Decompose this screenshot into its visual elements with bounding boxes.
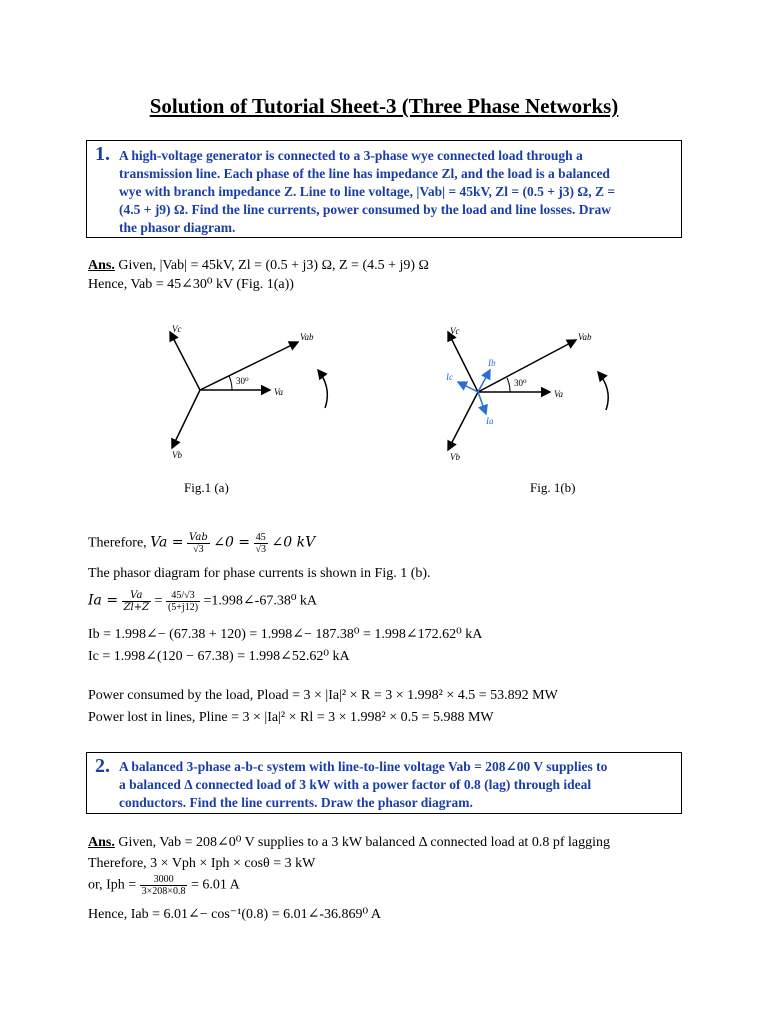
iph-result: = 6.01 A [190, 877, 240, 893]
ia-frac2-num: 45/√3 [166, 590, 200, 602]
ia-left: Ia = [88, 592, 119, 609]
ia-result: =1.998∠-67.38⁰ kA [203, 593, 318, 609]
question-1-line: wye with branch impedance Z. Line to line voltage, |Vab| = 45kV, Zl = (0.5 + j3) Ω, Z = [119, 184, 616, 199]
question-2-line: conductors. Find the line currents. Draw the phasor diagram. [119, 795, 473, 810]
answer-2-given [88, 834, 610, 851]
angle-arc [229, 376, 232, 390]
angle-arc [507, 378, 510, 392]
iph-fraction [140, 874, 188, 897]
vb-phasor [172, 390, 200, 448]
ia-phasor [478, 392, 486, 414]
angle-label: 30⁰ [236, 376, 249, 386]
vab-label: Vab [300, 332, 314, 342]
ans-label: Ans. [88, 258, 115, 273]
figure-1a [150, 318, 370, 468]
given-text: Given, Vab = 208∠0⁰ V supplies to a 3 kW balanced Δ connected load at 0.8 pf lagging [114, 835, 610, 850]
iph-equation [88, 874, 240, 897]
ia-frac-den: Zl+Z [123, 602, 150, 613]
rotation-arrow [318, 370, 327, 408]
pload-equation: Power consumed by the load, Pload = 3 × |Ia|² × R = 3 × 1.998² × 4.5 = 53.892 MW [88, 688, 558, 703]
iph-frac-den: 3×208×0.8 [141, 886, 186, 897]
question-1-line: A high-voltage generator is connected to a 3-phase wye connected load through a [119, 148, 583, 163]
question-1-number: 1. [95, 143, 110, 165]
va-fraction-2 [254, 532, 269, 555]
vb-label: Vb [172, 450, 182, 460]
ia-equation [88, 590, 317, 613]
va-frac-den: √3 [193, 544, 204, 555]
vab-phasor [200, 342, 298, 390]
iph-left: or, Iph = [88, 877, 137, 893]
phasor-text: The phasor diagram for phase currents is shown in Fig. 1 (b). [88, 566, 431, 581]
ia-fraction-2 [166, 590, 200, 613]
page-title: Solution of Tutorial Sheet-3 (Three Phase Networks) [149, 94, 619, 118]
va-frac-num: Vab [189, 532, 208, 543]
ia-fraction [122, 590, 151, 613]
rotation-arrow [598, 372, 608, 410]
ia-label: Ia [486, 416, 494, 426]
vc-label: Vc [172, 324, 182, 334]
va-label: Va [274, 387, 283, 397]
va-frac2-num: 45 [254, 532, 269, 544]
ib-label: Ib [488, 358, 496, 368]
ia-eq: = [154, 593, 163, 609]
va-left: Va = [150, 534, 184, 551]
vab-label: Vab [578, 332, 592, 342]
iab-equation: Hence, Iab = 6.01∠− cos⁻¹(0.8) = 6.01∠-36.869⁰ A [88, 907, 381, 922]
question-2-box [86, 752, 682, 814]
ib-equation: Ib = 1.998∠− (67.38 + 120) = 1.998∠− 187.38⁰ = 1.998∠172.62⁰ kA [88, 627, 483, 642]
given-text: Given, |Vab| = 45kV, Zl = (0.5 + j3) Ω, Z = (4.5 + j9) Ω [114, 258, 429, 273]
va-equation [88, 532, 315, 555]
va-fraction [187, 532, 210, 555]
ic-label: Ic [446, 372, 453, 382]
answer-2-therefore: Therefore, 3 × Vph × Iph × cosθ = 3 kW [88, 856, 316, 871]
answer-1-given [88, 258, 429, 274]
va-label: Va [554, 389, 563, 399]
answer-1-hence: Hence, Vab = 45∠30⁰ kV (Fig. 1(a)) [88, 277, 294, 292]
question-1-line: transmission line. Each phase of the line has impedance Zl, and the load is a balanced [119, 166, 610, 181]
vc-phasor [448, 332, 478, 392]
question-2-number: 2. [95, 755, 110, 777]
angle-label: 30⁰ [514, 378, 527, 388]
vb-phasor [448, 392, 478, 450]
pline-equation: Power lost in lines, Pline = 3 × |Ia|² × Rl = 3 × 1.998² × 0.5 = 5.988 MW [88, 710, 494, 725]
figure-1b [430, 318, 630, 468]
ia-frac-num: Va [122, 590, 151, 602]
vc-phasor [170, 332, 200, 390]
question-2-text [119, 758, 673, 812]
vb-label: Vb [450, 452, 460, 462]
therefore-prefix: Therefore, [88, 535, 147, 551]
question-1-text [119, 147, 673, 237]
va-end: ∠0 kV [271, 534, 316, 551]
fig-1b-caption: Fig. 1(b) [530, 480, 576, 495]
ans-label: Ans. [88, 835, 115, 850]
va-mid: ∠0 = [213, 534, 251, 551]
question-2-line: A balanced 3-phase a-b-c system with line-to-line voltage Vab = 208∠00 V supplies to [119, 759, 608, 774]
va-frac2-den: √3 [255, 544, 267, 555]
question-2-line: a balanced Δ connected load of 3 kW with a power factor of 0.8 (lag) through ideal [119, 777, 592, 792]
fig-1a-caption: Fig.1 (a) [184, 480, 229, 495]
vc-label: Vc [450, 326, 460, 336]
question-1-line: (4.5 + j9) Ω. Find the line currents, power consumed by the load and line losses. Draw [119, 202, 612, 217]
ic-equation: Ic = 1.998∠(120 − 67.38) = 1.998∠52.62⁰ kA [88, 649, 350, 664]
ia-frac2-den: (5+j12) [167, 602, 199, 613]
iph-frac-num: 3000 [140, 874, 188, 886]
question-1-line: the phasor diagram. [119, 220, 236, 235]
question-1-box [86, 140, 682, 238]
